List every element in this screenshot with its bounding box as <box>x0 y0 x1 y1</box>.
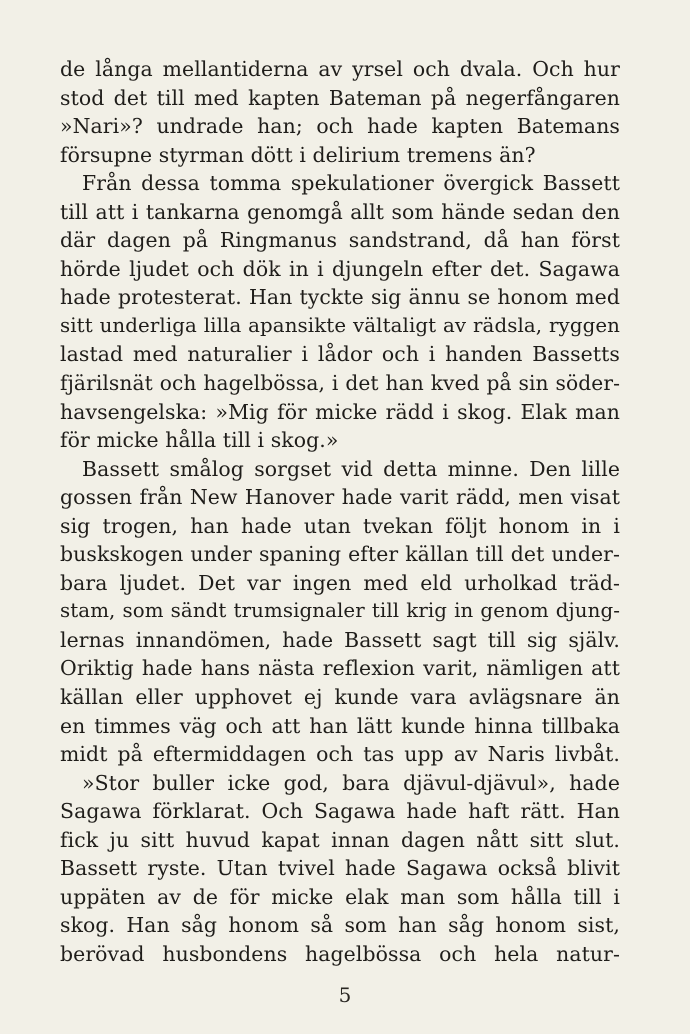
text-line: för micke hålla till i skog.» <box>60 428 339 453</box>
text-line: berövad husbondens hagelbössa och hela natur- <box>60 941 620 966</box>
text-line: bara ljudet. Det var ingen med eld urholkad träd- <box>60 570 620 595</box>
text-line: »Stor buller icke god, bara djävul-djävul», hade <box>82 770 620 795</box>
text-line: midt på eftermiddagen och tas upp av Naris livbåt. <box>60 742 620 767</box>
text-line: Bassett ryste. Utan tvivel hade Sagawa också blivit <box>60 856 620 881</box>
text-line: lernas innandömen, hade Bassett sagt till sig själv. <box>60 627 620 652</box>
text-line: stam, som sändt trumsignaler till krig in genom djung- <box>60 599 620 623</box>
text-line: Från dessa tomma spekulationer övergick Bassett <box>82 171 620 196</box>
text-line: sig trogen, han hade utan tvekan följt honom in i <box>60 513 620 538</box>
text-line: där dagen på Ringmanus sandstrand, då han först <box>60 228 620 253</box>
text-line: »Nari»? undrade han; och hade kapten Batemans <box>60 114 620 139</box>
text-line: hörde ljudet och dök in i djungeln efter det. Sagawa <box>60 256 620 281</box>
text-line: buskskogen under spaning efter källan till det under- <box>60 542 620 567</box>
text-line: Sagawa förklarat. Och Sagawa hade haft rätt. Han <box>60 799 620 824</box>
body-text <box>60 55 620 969</box>
text-line: uppäten av de för micke elak man som hålla till i <box>60 884 620 909</box>
text-line: försupne styrman dött i delirium tremens än? <box>60 142 536 167</box>
text-line: hade protesterat. Han tyckte sig ännu se honom med <box>60 285 620 310</box>
text-line: fjärilsnät och hagelbössa, i det han kved på sin söder- <box>60 371 620 396</box>
text-line: havsengelska: »Mig för micke rädd i skog. Elak man <box>60 399 620 424</box>
text-line: gossen från New Hanover hade varit rädd, men visat <box>60 485 620 510</box>
text-line: en timmes väg och att han lätt kunde hinna tillbaka <box>60 713 620 738</box>
text-line: lastad med naturalier i lådor och i handen Bassetts <box>60 342 620 367</box>
text-line: stod det till med kapten Bateman på negerfångaren <box>60 85 620 110</box>
text-line: källan eller upphovet ej kunde vara avlägsnare än <box>60 685 620 710</box>
text-line: Bassett smålog sorgset vid detta minne. Den lille <box>82 456 620 481</box>
text-line: de långa mellantiderna av yrsel och dvala. Och hur <box>60 57 620 81</box>
page-number: 5 <box>338 983 352 1007</box>
text-line: fick ju sitt huvud kapat innan dagen nått sitt slut. <box>60 827 620 852</box>
text-line: till att i tankarna genomgå allt som hände sedan den <box>60 199 620 224</box>
text-line: Oriktig hade hans nästa reflexion varit, nämligen att <box>60 656 620 681</box>
text-line: skog. Han såg honom så som han såg honom sist, <box>60 913 620 938</box>
text-line: sitt underliga lilla apansikte vältaligt av rädsla, ryggen <box>60 313 620 337</box>
